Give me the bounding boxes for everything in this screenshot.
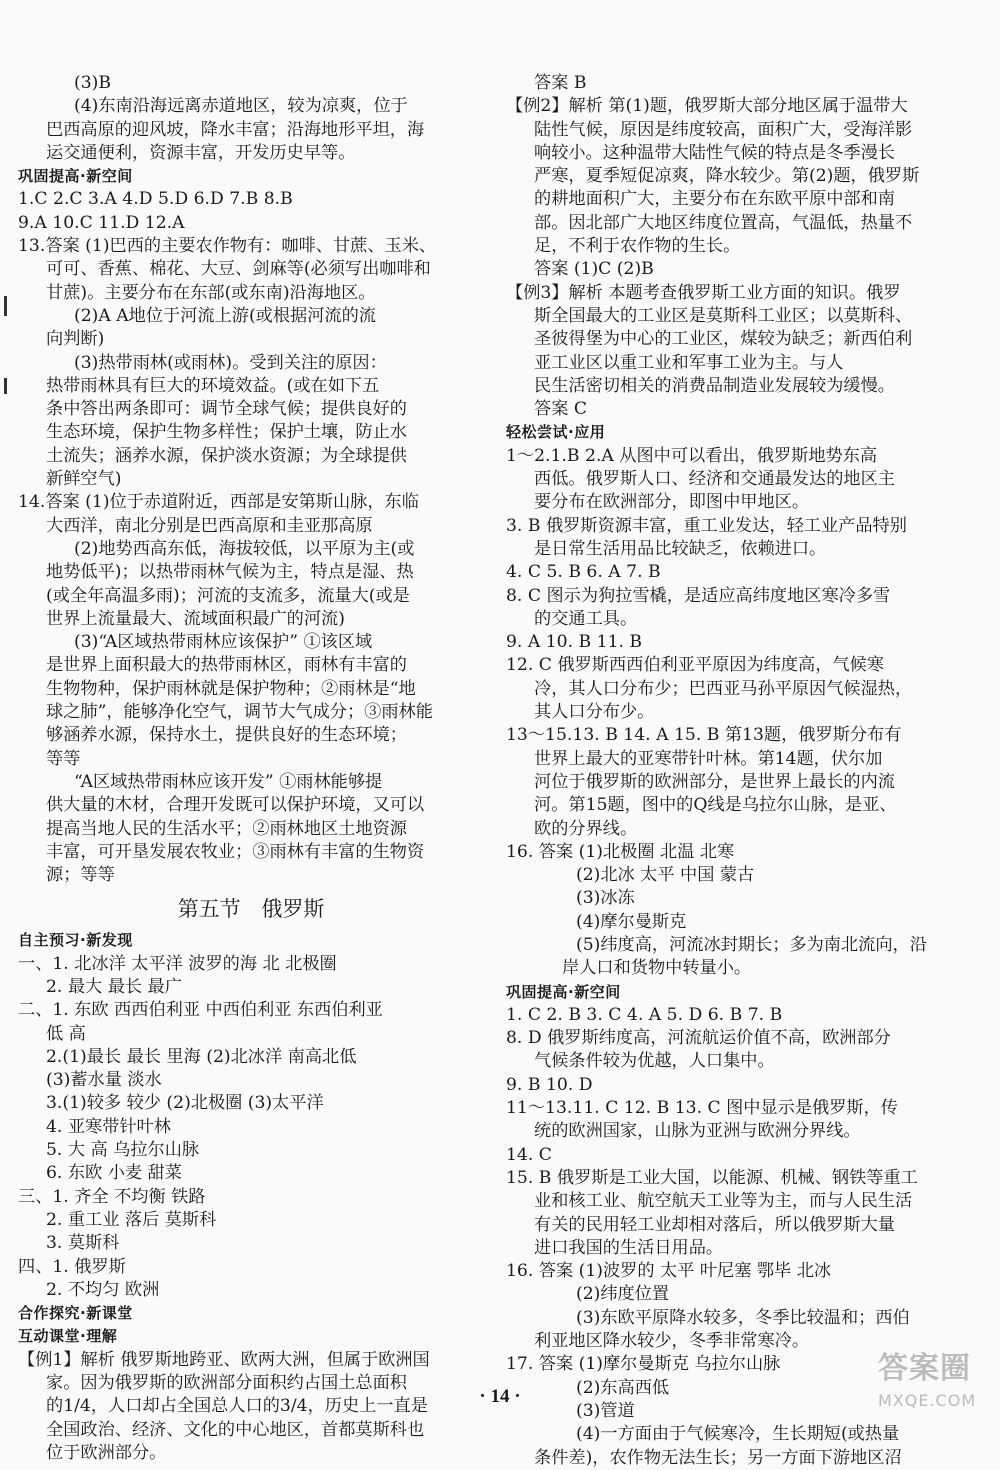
text-line: 9. B 10. D	[506, 1074, 593, 1095]
text-line: 【例2】解析 第(1)题，俄罗斯大部分地区属于温带大	[506, 96, 908, 117]
text-line: (2)A A地位于河流上游(或根据河流的流	[74, 305, 376, 326]
text-line: 河。第15题，图中的Q线是乌拉尔山脉，是亚、	[534, 795, 897, 816]
watermark-logo	[878, 1348, 990, 1418]
text-line: 圣彼得堡为中心的工业区，煤较为缺乏；新西伯利	[534, 329, 913, 350]
text-line: 3.(1)较多 较少 (2)北极圈 (3)太平洋	[46, 1093, 324, 1114]
text-line: 13～15.13. B 14. A 15. B 第13题，俄罗斯分布有	[506, 725, 902, 746]
text-line: 有关的民用轻工业却相对落后，所以俄罗斯大量	[534, 1214, 895, 1235]
text-line: (3)管道	[576, 1400, 635, 1421]
text-line: 河位于俄罗斯的欧洲部分，是世界上最长的内流	[534, 771, 895, 792]
text-line: 丰富，可开垦发展农牧业；③雨林有丰富的生物资	[46, 841, 425, 862]
text-line: 冷，其人口分布少；巴西亚马孙平原因气候湿热，	[534, 678, 913, 699]
text-line: 15. B 俄罗斯是工业大国，以能源、机械、钢铁等重工	[506, 1167, 918, 1188]
text-line: 家。因为俄罗斯的欧洲部分面积约占国土总面积	[46, 1373, 407, 1394]
text-line: 足，不利于农作物的生长。	[534, 236, 741, 257]
text-line: 1.C 2.C 3.A 4.D 5.D 6.D 7.B 8.B	[18, 189, 293, 210]
text-line: 严寒，夏季短促凉爽，降水较少。第(2)题，俄罗斯	[534, 166, 920, 187]
text-line: 3. B 俄罗斯资源丰富，重工业发达，轻工业产品特别	[506, 515, 907, 536]
text-line: 世界上最大的亚寒带针叶林。第14题，伏尔加	[534, 748, 883, 769]
text-line: 9.A 10.C 11.D 12.A	[18, 212, 185, 233]
scan-edge-mark	[4, 296, 7, 316]
text-line: (2)东高西低	[576, 1377, 670, 1398]
text-line: 生物物种，保护雨林就是保护物种；②雨林是“地	[46, 678, 416, 699]
watermark-url: MXQE.COM	[878, 1391, 977, 1410]
text-line: 条件差)，农作物无法生长；另一方面下游地区沼	[534, 1447, 902, 1468]
text-line: 斯全国最大的工业区是莫斯科工业区；以莫斯科、	[534, 305, 913, 326]
text-line: 3. 莫斯科	[46, 1233, 120, 1254]
text-line: 14. C	[506, 1144, 552, 1165]
text-line: 11～13.11. C 12. B 13. C 图中显示是俄罗斯，传	[506, 1098, 898, 1119]
text-line: 8. D 俄罗斯纬度高，河流航运价值不高，欧洲部分	[506, 1028, 891, 1049]
text-line: 条中答出两条即可：调节全球气候；提供良好的	[46, 399, 407, 420]
text-line: 供大量的木材，合理开发既可以保护环境，又可以	[46, 795, 425, 816]
text-line: 的1/4，人口却占全国总人口的3/4，历史上一直是	[46, 1396, 428, 1417]
text-line: (3)冰冻	[576, 888, 635, 909]
section-heading: 互动课堂·理解	[18, 1327, 118, 1346]
text-line: 8. C 图示为狗拉雪橇，是适应高纬度地区寒冷多雪	[506, 585, 891, 606]
text-line: “A区域热带雨林应该开发” ①雨林能够提	[74, 771, 383, 792]
text-line: (2)地势西高东低，海拔较低，以平原为主(或	[74, 538, 415, 559]
text-line: 西低。俄罗斯人口、经济和交通最发达的地区主	[534, 469, 895, 490]
text-line: 亚工业区以重工业和军事工业为主。与人	[534, 352, 844, 373]
section-heading: 巩固提高·新空间	[506, 982, 621, 1001]
text-line: 5. 大 高 乌拉尔山脉	[46, 1140, 200, 1161]
text-line: 1～2.1.B 2.A 从图中可以看出，俄罗斯地势东高	[506, 445, 878, 466]
watermark-text: 答案圈	[878, 1351, 971, 1386]
text-line: 1. C 2. B 3. C 4. A 5. D 6. B 7. B	[506, 1004, 783, 1025]
section-heading: 巩固提高·新空间	[18, 167, 133, 186]
right-column	[506, 72, 982, 1470]
text-line: 【例1】解析 俄罗斯地跨亚、欧两大洲，但属于欧洲国	[18, 1349, 430, 1370]
text-line: 二、1. 东欧 西西伯利亚 中西伯利亚 东西伯利亚	[18, 1000, 383, 1021]
text-line: 16. 答案 (1)北极圈 北温 北寒	[506, 841, 735, 862]
text-line: 统的欧洲国家，山脉为亚洲与欧洲分界线。	[534, 1121, 861, 1142]
text-line: 运交通便利，资源丰富，开发历史早等。	[46, 142, 356, 163]
text-line: (3)热带雨林(或雨林)。受到关注的原因：	[74, 352, 387, 373]
text-line: 一、1. 北冰洋 太平洋 波罗的海 北 北极圈	[18, 953, 337, 974]
left-column	[18, 72, 484, 1465]
text-line: 球之肺”，能够净化空气，调节大气成分；③雨林能	[46, 702, 433, 723]
text-line: 进口我国的生活日用品。	[534, 1237, 724, 1258]
text-line: 17. 答案 (1)摩尔曼斯克 乌拉尔山脉	[506, 1354, 781, 1375]
text-line: (或全年高温多雨)；河流的支流多，流量大(或是	[46, 585, 410, 606]
text-line: (3)东欧平原降水较多，冬季比较温和；西伯	[576, 1307, 910, 1328]
text-line: 巴西高原的迎风坡，降水丰富；沿海地形平坦，海	[46, 119, 425, 140]
text-line: (3)B	[74, 73, 111, 93]
text-line: (4)东南沿海远离赤道地区，较为凉爽，位于	[74, 96, 408, 117]
text-line: 业和核工业、航空航天工业等为主，而与人民生活	[534, 1191, 913, 1212]
text-line: 利亚地区降水较少，冬季非常寒冷。	[534, 1331, 810, 1352]
section-heading: 合作探究·新课堂	[18, 1304, 133, 1323]
text-line: 9. A 10. B 11. B	[506, 632, 643, 653]
text-line: 世界上流量最大、流域面积最广的河流)	[46, 608, 345, 629]
text-line: 民生活密切相关的消费品制造业发展较为缓慢。	[534, 375, 895, 396]
text-line: 2. 最大 最长 最广	[46, 976, 182, 997]
text-line: 2. 重工业 落后 莫斯科	[46, 1209, 217, 1230]
text-line: 够涵养水源，保持水土，提供良好的生态环境；	[46, 725, 407, 746]
text-line: 提高当地人民的生活水平；②雨林地区土地资源	[46, 818, 407, 839]
text-line: 全国政治、经济、文化的中心地区，首都莫斯科也	[46, 1419, 425, 1440]
page-number: · 14 ·	[479, 1386, 521, 1407]
text-line: 部。因北部广大地区纬度位置高，气温低，热量不	[534, 212, 913, 233]
text-line: 向判断)	[46, 329, 105, 350]
text-line: 要分布在欧洲部分，即图中甲地区。	[534, 492, 810, 513]
text-line: 答案 (1)C (2)B	[534, 259, 654, 280]
text-line: 热带雨林具有巨大的环境效益。(或在如下五	[46, 375, 380, 396]
text-line: (4)一方面由于气候寒冷，生长期短(或热量	[576, 1424, 900, 1445]
text-line: 2. 不均匀 欧洲	[46, 1279, 160, 1300]
text-line: 土流失；涵养水源，保护淡水资源；为全球提供	[46, 445, 407, 466]
section-heading: 自主预习·新发现	[18, 931, 133, 950]
text-line: (4)摩尔曼斯克	[576, 911, 687, 932]
text-line: 欧的分界线。	[534, 818, 638, 839]
text-line: (5)纬度高，河流冰封期长；多为南北流向，沿	[576, 934, 927, 955]
text-line: 甘蔗)。主要分布在东部(或东南)沿海地区。	[46, 282, 376, 303]
text-line: 13.答案 (1)巴西的主要农作物有：咖啡、甘蔗、玉米、	[18, 236, 437, 257]
text-line: 四、1. 俄罗斯	[18, 1256, 126, 1277]
text-line: 可可、香蕉、棉花、大豆、剑麻等(必须写出咖啡和	[46, 259, 431, 280]
text-line: 生态环境，保护生物多样性；保护土壤，防止水	[46, 422, 407, 443]
text-line: (3)“A区域热带雨林应该保护” ①该区域	[74, 632, 373, 653]
text-line: 陆性气候，原因是纬度较高，面积广大，受海洋影	[534, 119, 913, 140]
text-line: 岸人口和货物中转量小。	[562, 958, 752, 979]
text-line: (2)北冰 太平 中国 蒙古	[576, 865, 755, 886]
text-line: 【例3】解析 本题考查俄罗斯工业方面的知识。俄罗	[506, 282, 901, 303]
scan-edge-mark	[4, 378, 7, 394]
text-line: 4. C 5. B 6. A 7. B	[506, 562, 661, 583]
text-line: (2)纬度位置	[576, 1284, 670, 1305]
text-line: 6. 东欧 小麦 甜菜	[46, 1163, 182, 1184]
text-line: 的耕地面积广大，主要分布在东欧平原中部和南	[534, 189, 895, 210]
text-line: 低 高	[46, 1023, 86, 1044]
text-line: (3)蓄水量 淡水	[46, 1070, 162, 1091]
section-heading: 轻松尝试·应用	[506, 423, 606, 442]
text-line: 是日常生活用品比较缺乏，依赖进口。	[534, 538, 827, 559]
text-line: 的交通工具。	[534, 608, 638, 629]
text-line: 气候条件较为优越，人口集中。	[534, 1051, 775, 1072]
text-line: 是世界上面积最大的热带雨林区，雨林有丰富的	[46, 655, 407, 676]
text-line: 4. 亚寒带针叶林	[46, 1116, 171, 1137]
text-line: 14.答案 (1)位于赤道附近，西部是安第斯山脉，东临	[18, 492, 419, 513]
text-line: 12. C 俄罗斯西西伯利亚平原因为纬度高，气候寒	[506, 655, 884, 676]
text-line: 答案 C	[534, 399, 587, 420]
text-line: 地势低平)；以热带雨林气候为主，特点是湿、热	[46, 562, 414, 583]
text-line: 源；等等	[46, 865, 115, 886]
text-line: 三、1. 齐全 不均衡 铁路	[18, 1186, 206, 1207]
text-line: 大西洋，南北分别是巴西高原和圭亚那高原	[46, 515, 373, 536]
text-line: 答案 B	[534, 73, 587, 93]
text-line: 新鲜空气)	[46, 469, 122, 490]
text-line: 等等	[46, 748, 81, 769]
text-line: 位于欧洲部分。	[46, 1442, 167, 1463]
text-line: 16. 答案 (1)波罗的 太平 叶尼塞 鄂毕 北冰	[506, 1261, 832, 1282]
text-line: 2.(1)最长 最长 里海 (2)北冰洋 南高北低	[46, 1046, 357, 1067]
text-line: 其人口分布少。	[534, 702, 655, 723]
chapter-title: 第五节 俄罗斯	[177, 897, 325, 922]
text-line: 响较小。这种温带大陆性气候的特点是冬季漫长	[534, 142, 895, 163]
